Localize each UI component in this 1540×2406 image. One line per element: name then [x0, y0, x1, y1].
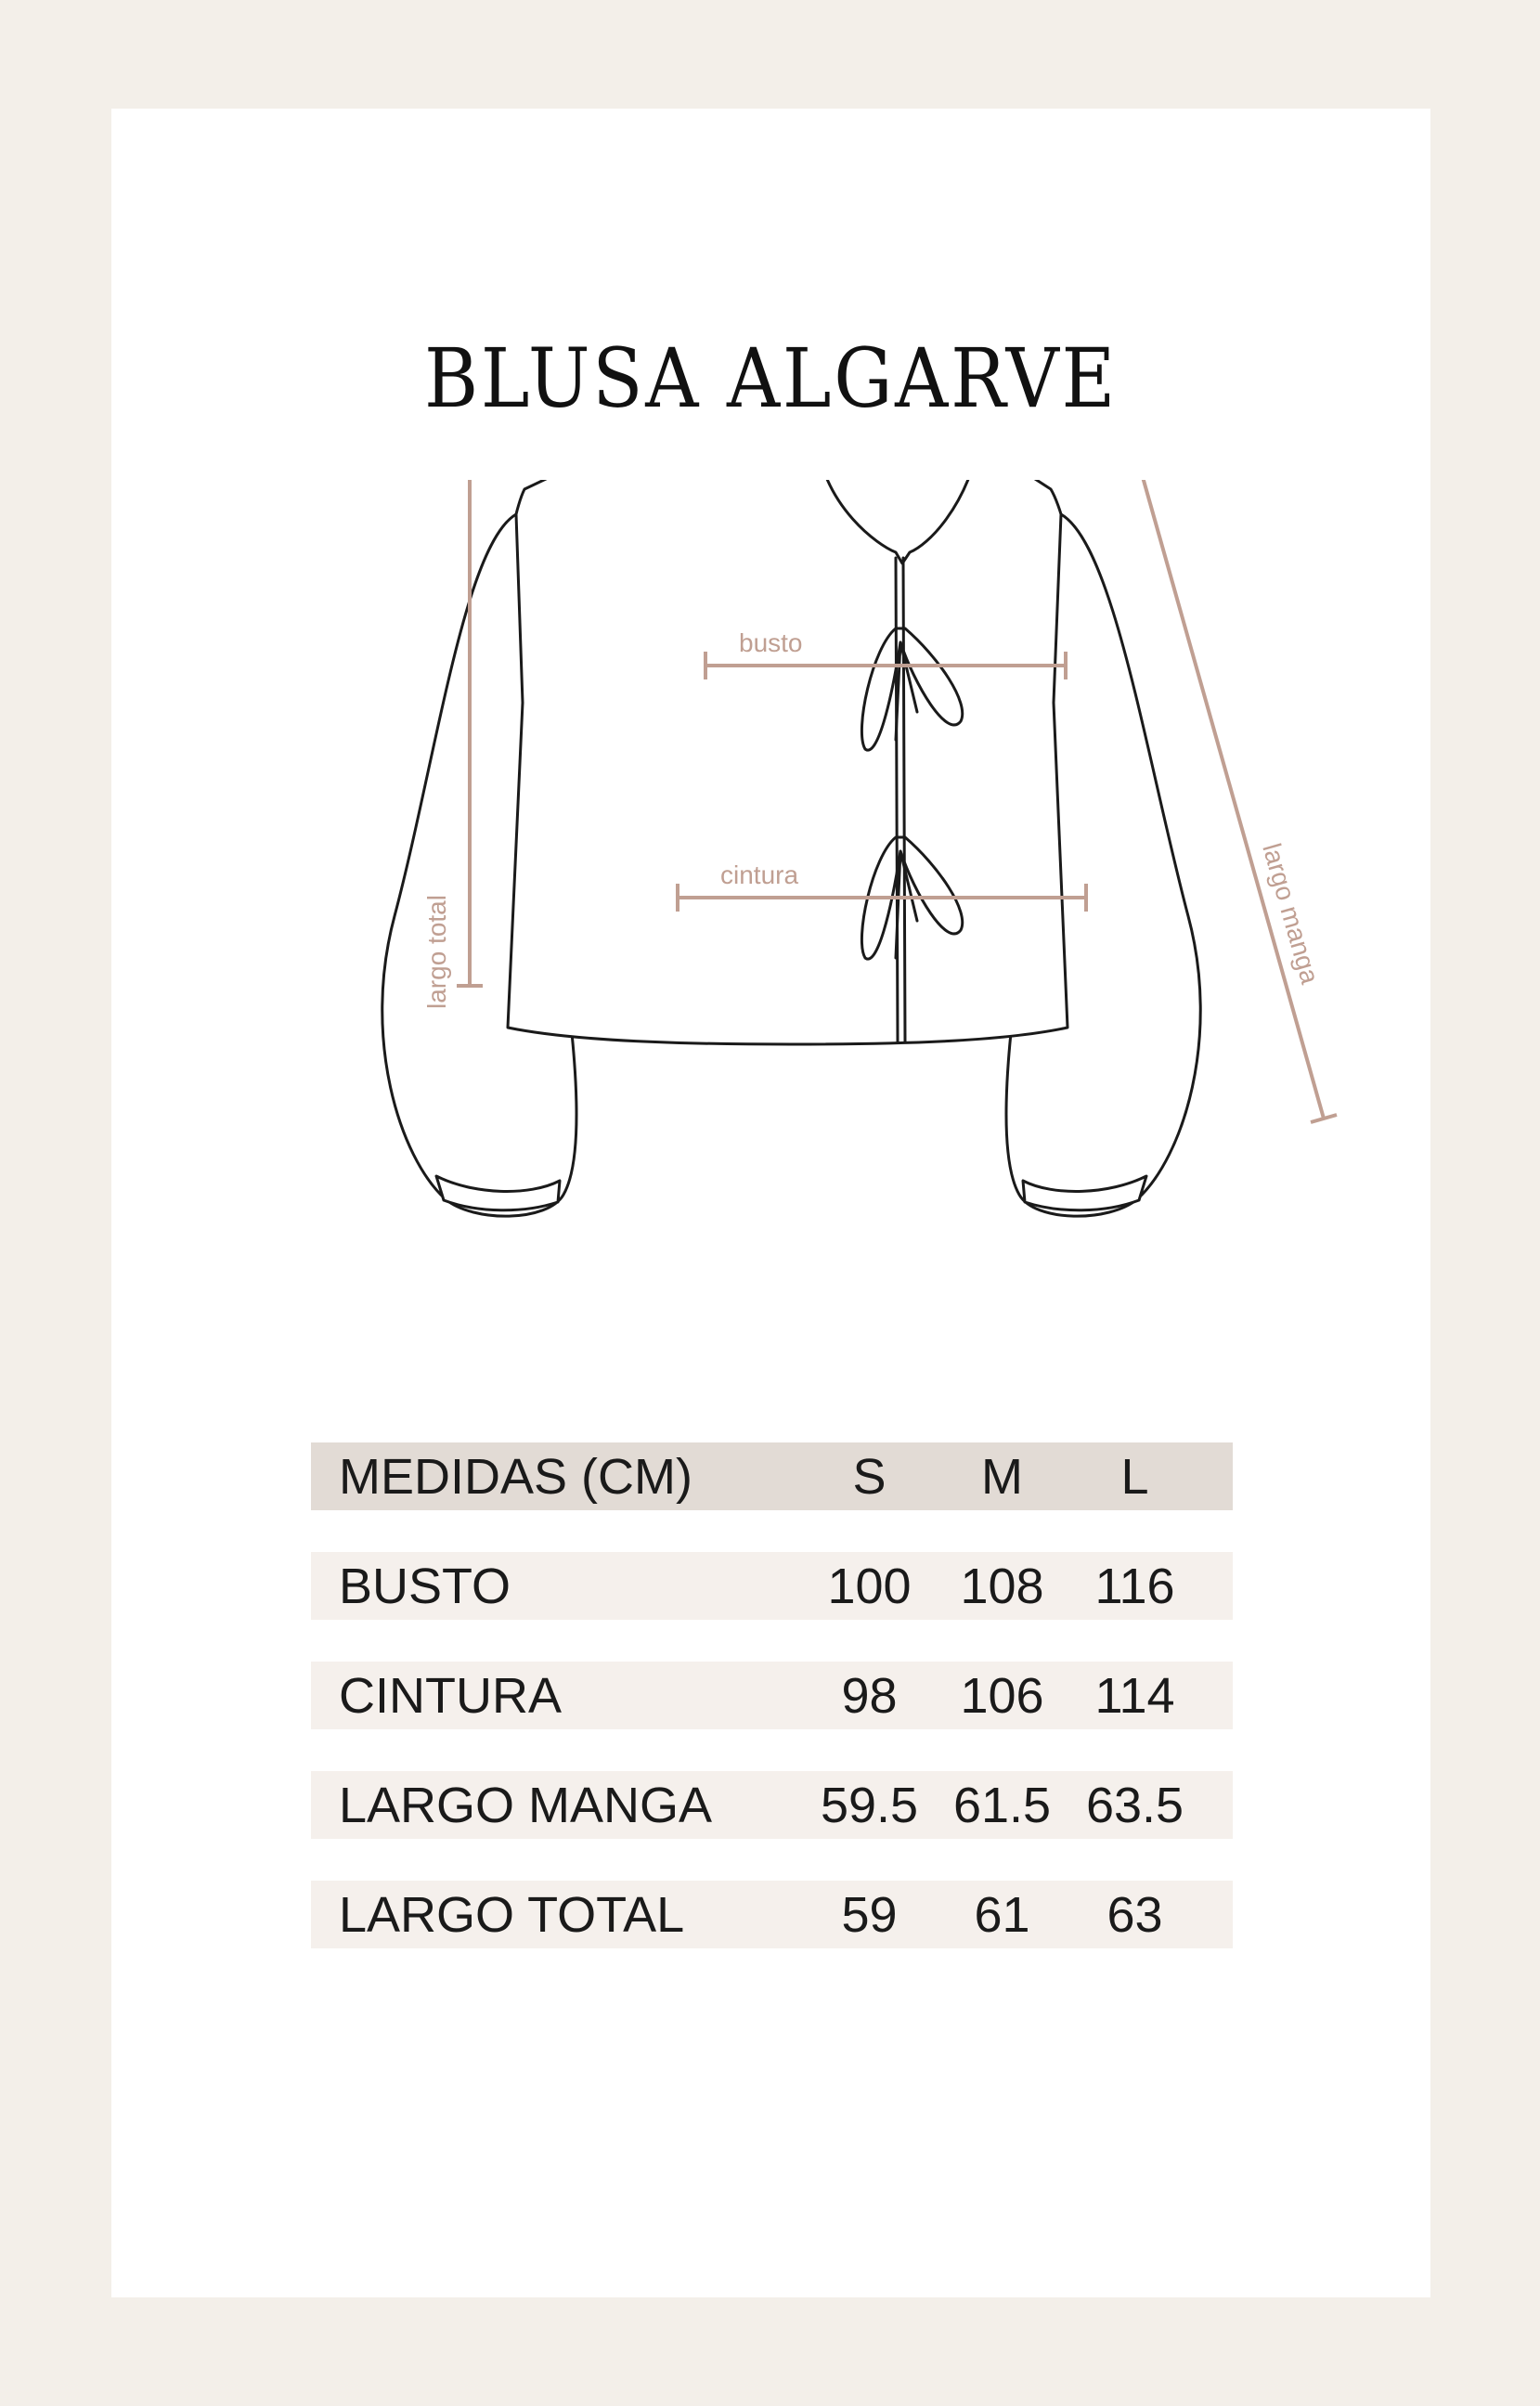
size-guide-card — [111, 109, 1430, 2297]
table-row — [311, 1771, 1233, 1839]
table-header-row — [311, 1442, 1233, 1510]
value-m: 108 — [960, 1558, 1044, 1614]
value-l: 63 — [1106, 1886, 1163, 1943]
label-largo-total: largo total — [422, 895, 451, 1009]
label-cintura: cintura — [720, 860, 799, 889]
value-m: 61.5 — [952, 1777, 1052, 1833]
value-m: 106 — [960, 1667, 1044, 1724]
value-s: 98 — [841, 1667, 898, 1724]
product-title: BLUSA ALGARVE — [423, 330, 1118, 426]
header-size-l: L — [1120, 1448, 1149, 1505]
row-label: LARGO TOTAL — [339, 1886, 685, 1943]
table-row — [311, 1881, 1233, 1948]
table-row — [311, 1552, 1233, 1620]
value-s: 59 — [841, 1886, 898, 1943]
value-s: 100 — [827, 1558, 912, 1614]
blouse-body — [508, 480, 1068, 1044]
blouse-illustration — [297, 480, 1411, 1408]
size-table — [311, 1442, 1233, 1990]
value-l: 114 — [1094, 1667, 1175, 1724]
value-l: 116 — [1094, 1558, 1175, 1614]
header-size-s: S — [852, 1448, 886, 1505]
row-label: CINTURA — [339, 1667, 562, 1724]
label-largo-manga: largo manga — [1257, 840, 1325, 988]
header-label: MEDIDAS (CM) — [339, 1448, 692, 1505]
value-m: 61 — [974, 1886, 1030, 1943]
table-row — [311, 1662, 1233, 1729]
value-s: 59.5 — [820, 1777, 919, 1833]
row-label: BUSTO — [339, 1558, 511, 1614]
label-busto: busto — [739, 628, 803, 657]
value-l: 63.5 — [1085, 1777, 1184, 1833]
header-size-m: M — [981, 1448, 1023, 1505]
row-label: LARGO MANGA — [339, 1777, 713, 1833]
